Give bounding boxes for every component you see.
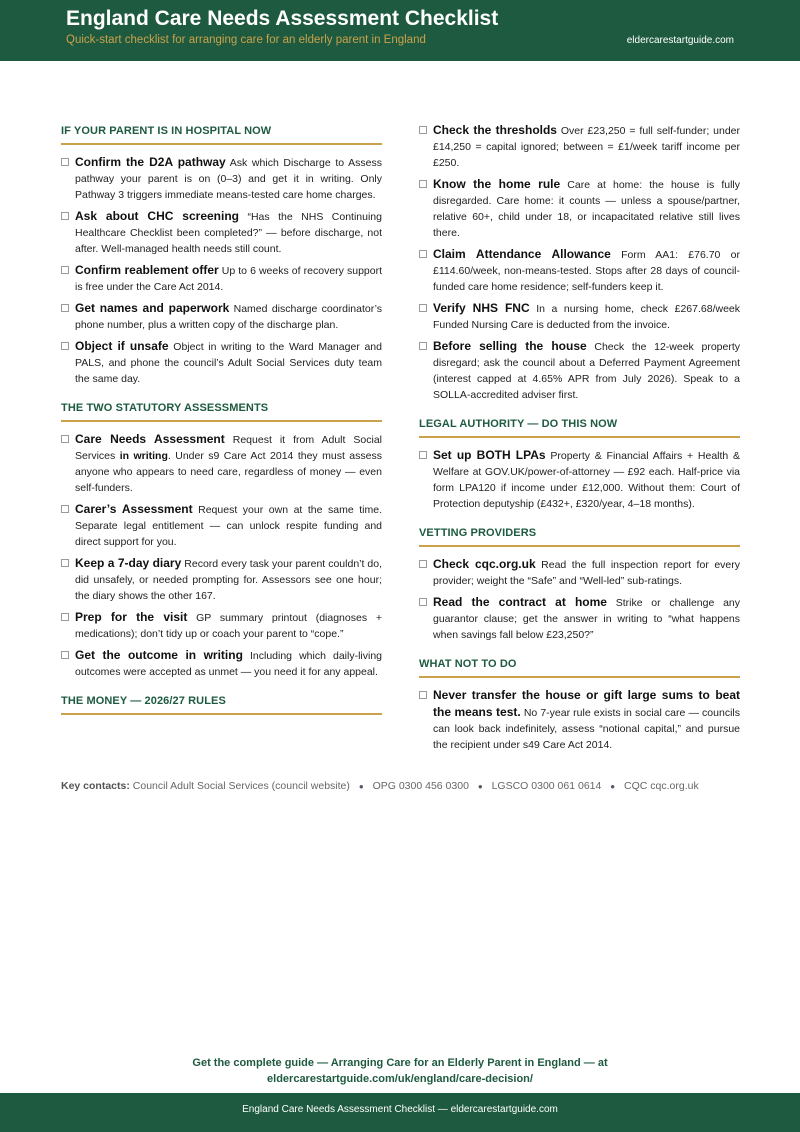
item-text: “Has the NHS Continuing Healthcare Checklist been completed?” — before discharge, not after. Well-managed health needs still count. — [75, 211, 382, 255]
checkbox-icon[interactable] — [419, 451, 427, 459]
item-lead: Claim Attendance Allowance — [433, 247, 611, 261]
checklist-item — [61, 647, 382, 680]
header-site-link[interactable]: eldercarestartguide.com — [626, 35, 734, 46]
item-lead: Get the outcome in writing — [75, 648, 243, 662]
item-lead: Set up BOTH LPAs — [433, 448, 546, 462]
cta-link[interactable]: eldercarestartguide.com/uk/england/care-decision/ — [267, 1073, 533, 1085]
section-title: IF YOUR PARENT IS IN HOSPITAL NOW — [61, 120, 382, 145]
checkbox-icon[interactable] — [419, 598, 427, 606]
contact-item: Council Adult Social Services (council website) — [132, 780, 350, 792]
item-lead: Prep for the visit — [75, 610, 188, 624]
section-legal — [419, 413, 740, 512]
item-text: Care at home: the house is fully disregarded. Care home: it counts — unless a spouse/partner, relative 60+, child under 18, or incapacitated relative still lives there. — [433, 179, 740, 239]
checkbox-icon[interactable] — [61, 266, 69, 274]
checkbox-icon[interactable] — [61, 158, 69, 166]
checkbox-icon[interactable] — [61, 651, 69, 659]
checklist-item — [61, 431, 382, 496]
bullet-dot-icon: ● — [358, 782, 364, 791]
item-text: . Under s9 Care Act 2014 they must assess anyone who appears to need care, regardless of money — even self-funders. — [75, 450, 382, 494]
bullet-dot-icon: ● — [477, 782, 483, 791]
checklist-item — [61, 555, 382, 604]
item-lead: Carer’s Assessment — [75, 502, 193, 516]
item-lead: Verify NHS FNC — [433, 301, 530, 315]
page-title: England Care Needs Assessment Checklist — [66, 7, 499, 30]
contact-item: LGSCO 0300 061 0614 — [491, 780, 602, 792]
section-title: LEGAL AUTHORITY — DO THIS NOW — [419, 413, 740, 438]
item-text: Record every task your parent couldn’t do, did unsafely, or needed prompting for. Assessors see one hour; the diary shows the other 167. — [75, 558, 382, 602]
section-hospital — [61, 120, 382, 387]
section-money — [419, 122, 740, 403]
item-text: Property & Financial Affairs + Health & Welfare at GOV.UK/power-of-attorney — £92 each. Half-price via form LPA120 if income under £12,000. Without them: Court of Protection deputyship (£432+, £320/year, 4–18 months). — [433, 450, 740, 510]
checkbox-icon[interactable] — [61, 304, 69, 312]
section-title: VETTING PROVIDERS — [419, 522, 740, 547]
footer-text: England Care Needs Assessment Checklist — eldercarestartguide.com — [242, 1104, 558, 1115]
checklist-item — [419, 594, 740, 643]
page-subtitle: Quick-start checklist for arranging care for an elderly parent in England — [66, 34, 426, 46]
item-text: No 7-year rule exists in social care — councils can look back indefinitely, assess “notional capital,” and pursue the recipient under s49 Care Act 2014. — [433, 707, 740, 751]
checklist-item — [419, 176, 740, 241]
section-money-heading — [61, 690, 382, 715]
checklist-item — [61, 300, 382, 333]
item-text: Read the full inspection report for every provider; weight the “Safe” and “Well-led” sub-ratings. — [433, 559, 741, 587]
item-text: Ask which Discharge to Assess pathway your parent is on (0–3) and get it in writing. Only Pathway 3 triggers immediate means-tested care home charges. — [75, 157, 382, 201]
item-lead: Object if unsafe — [75, 339, 169, 353]
checklist-item — [61, 208, 382, 257]
right-column — [419, 122, 740, 763]
item-text: Check the 12-week property disregard; ask the council about a Deferred Payment Agreement (interest capped at 4.65% APR from July 2026). Speak to a SOLLA-accredited adviser first. — [433, 341, 741, 401]
item-lead: Before selling the house — [433, 339, 587, 353]
checkbox-icon[interactable] — [419, 250, 427, 258]
checklist-item — [419, 246, 740, 295]
footer-banner — [0, 1093, 800, 1132]
checklist-item — [419, 447, 740, 512]
item-lead: Know the home rule — [433, 177, 561, 191]
item-text: Request it from Adult Social Services — [75, 434, 382, 462]
item-text: GP summary printout (diagnoses + medications); don’t tidy up or coach your parent to “cope.” — [75, 612, 383, 640]
checkbox-icon[interactable] — [61, 212, 69, 220]
checkbox-icon[interactable] — [61, 342, 69, 350]
checkbox-icon[interactable] — [419, 691, 427, 699]
checkbox-icon[interactable] — [61, 559, 69, 567]
bullet-dot-icon: ● — [610, 782, 616, 791]
checkbox-icon[interactable] — [61, 435, 69, 443]
checkbox-icon[interactable] — [61, 613, 69, 621]
header-banner — [0, 0, 800, 61]
key-contacts-label: Key contacts: — [61, 780, 130, 792]
checkbox-icon[interactable] — [419, 342, 427, 350]
section-title: THE MONEY — 2026/27 RULES — [61, 690, 382, 715]
item-lead: Read the contract at home — [433, 595, 607, 609]
checklist-item — [61, 262, 382, 295]
item-text: Request your own at the same time. Separate legal entitlement — can unlock respite funding and direct support for you. — [75, 504, 382, 548]
item-lead: Never transfer the house or gift large sums to beat the means test. — [433, 688, 740, 719]
checkbox-icon[interactable] — [419, 126, 427, 134]
item-text: Including which daily-living outcomes were accepted as unmet — you need it for any appeal. — [75, 650, 382, 678]
section-title: WHAT NOT TO DO — [419, 653, 740, 678]
checkbox-icon[interactable] — [61, 505, 69, 513]
item-text: Named discharge coordinator’s phone number, plus a written copy of the discharge plan. — [75, 303, 382, 331]
cta-line: Get the complete guide — Arranging Care for an Elderly Parent in England — at — [192, 1057, 608, 1069]
checklist-item — [61, 338, 382, 387]
item-text: Strike or challenge any guarantor clause; get the answer in writing to “what happens when savings fall below £23,250?” — [433, 597, 740, 641]
contact-item: OPG 0300 456 0300 — [372, 780, 469, 792]
checkbox-icon[interactable] — [419, 560, 427, 568]
guide-cta — [100, 1055, 700, 1087]
section-statutory — [61, 397, 382, 680]
section-title: THE TWO STATUTORY ASSESSMENTS — [61, 397, 382, 422]
item-lead: Check the thresholds — [433, 123, 557, 137]
item-lead: Keep a 7-day diary — [75, 556, 182, 570]
item-lead: Get names and paperwork — [75, 301, 230, 315]
item-lead: Confirm the D2A pathway — [75, 155, 226, 169]
item-emphasis: in writing — [119, 450, 168, 462]
key-contacts — [61, 780, 741, 792]
checklist-item — [61, 154, 382, 203]
checklist-item — [419, 300, 740, 333]
item-lead: Confirm reablement offer — [75, 263, 219, 277]
checklist-item — [61, 609, 382, 642]
checkbox-icon[interactable] — [419, 180, 427, 188]
checklist-item — [419, 122, 740, 171]
item-text: Object in writing to the Ward Manager and PALS, and phone the council’s Adult Social Services duty team the same day. — [75, 341, 382, 385]
left-column — [61, 120, 382, 725]
checklist-item — [61, 501, 382, 550]
item-text: In a nursing home, check £267.68/week Funded Nursing Care is deducted from the invoice. — [433, 303, 740, 331]
section-vetting — [419, 522, 740, 643]
checklist-item — [419, 556, 740, 589]
item-text: Up to 6 weeks of recovery support is free under the Care Act 2014. — [75, 265, 382, 293]
item-text: Over £23,250 = full self-funder; under £14,250 = capital ignored; between = £1/week tariff income per £250. — [433, 125, 740, 169]
contact-item: CQC cqc.org.uk — [624, 780, 699, 792]
item-text: Form AA1: £76.70 or £114.60/week, non-means-tested. Stops after 28 days of council-funded care home residence; self-funders keep it. — [433, 249, 740, 293]
item-lead: Check cqc.org.uk — [433, 557, 536, 571]
section-not-do — [419, 653, 740, 753]
checkbox-icon[interactable] — [419, 304, 427, 312]
item-lead: Ask about CHC screening — [75, 209, 239, 223]
checklist-item — [419, 338, 740, 403]
item-lead: Care Needs Assessment — [75, 432, 225, 446]
checklist-item — [419, 687, 740, 753]
